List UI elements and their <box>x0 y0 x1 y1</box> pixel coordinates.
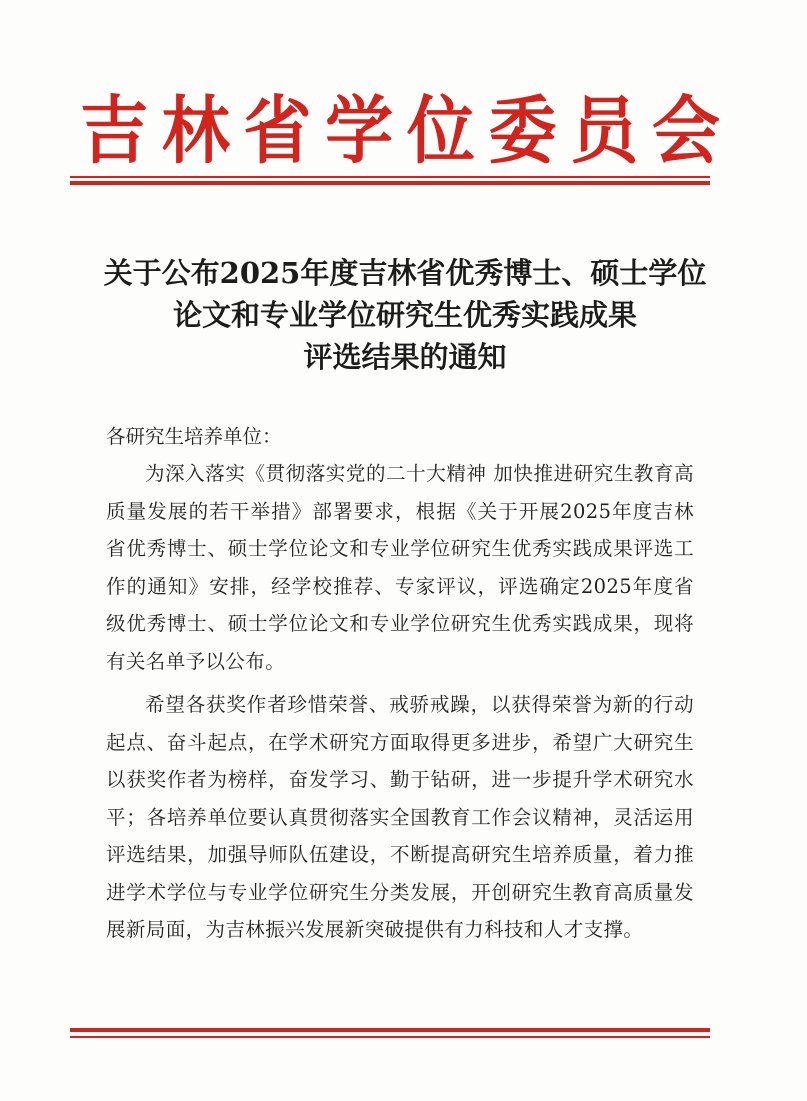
header-divider-thin <box>70 176 710 178</box>
document-title <box>60 252 750 378</box>
masthead-char: 省 <box>243 87 312 175</box>
salutation: 各研究生培养单位： <box>106 425 282 448</box>
title-line-2: 论文和专业学位研究生优秀实践成果 <box>172 298 637 332</box>
masthead-char: 学 <box>325 87 394 175</box>
body-paragraph-2: 希望各获奖作者珍惜荣誉、戒骄戒躁，以获得荣誉为新的行动起点、奋斗起点，在学术研究方面取得更多进步，希望广大研究生以获奖作者为榜样，奋发学习、勤于钻研，进一步提升学术研究水平；各培养单位要认真贯彻落实全国教育工作会议精神，灵活运用评选结果，加强导师队伍建设，不断提高研究生培养质量，着力推进学术学位与专业学位研究生分类发展，开创研究生教育高质量发展新局面，为吉林振兴发展新突破提供有力科技和人才支撑。 <box>106 693 694 941</box>
header-divider-thick <box>70 181 710 185</box>
title-line-1: 关于公布2025年度吉林省优秀博士、硕士学位 <box>103 256 707 290</box>
masthead-char: 林 <box>161 87 230 175</box>
masthead-char: 位 <box>406 87 475 175</box>
masthead-title <box>80 86 720 176</box>
masthead-char: 吉 <box>80 87 149 175</box>
body-paragraph-1: 为深入落实《贯彻落实党的二十大精神 加快推进研究生教育高质量发展的若干举措》部署要求，根据《关于开展2025年度吉林省优秀博士、硕士学位论文和专业学位研究生优秀实践成果评选工作的通知》安排，经学校推荐、专家评议，评选确定2025年度省级优秀博士、硕士学位论文和专业学位研究生优秀实践成果，现将有关名单予以公布。 <box>106 462 694 673</box>
footer-divider-thin <box>70 1036 710 1038</box>
masthead-char: 会 <box>651 87 720 175</box>
footer-divider-thick <box>70 1028 710 1032</box>
title-line-3: 评选结果的通知 <box>303 340 507 374</box>
masthead-char: 员 <box>570 87 639 175</box>
masthead-char: 委 <box>488 87 557 175</box>
